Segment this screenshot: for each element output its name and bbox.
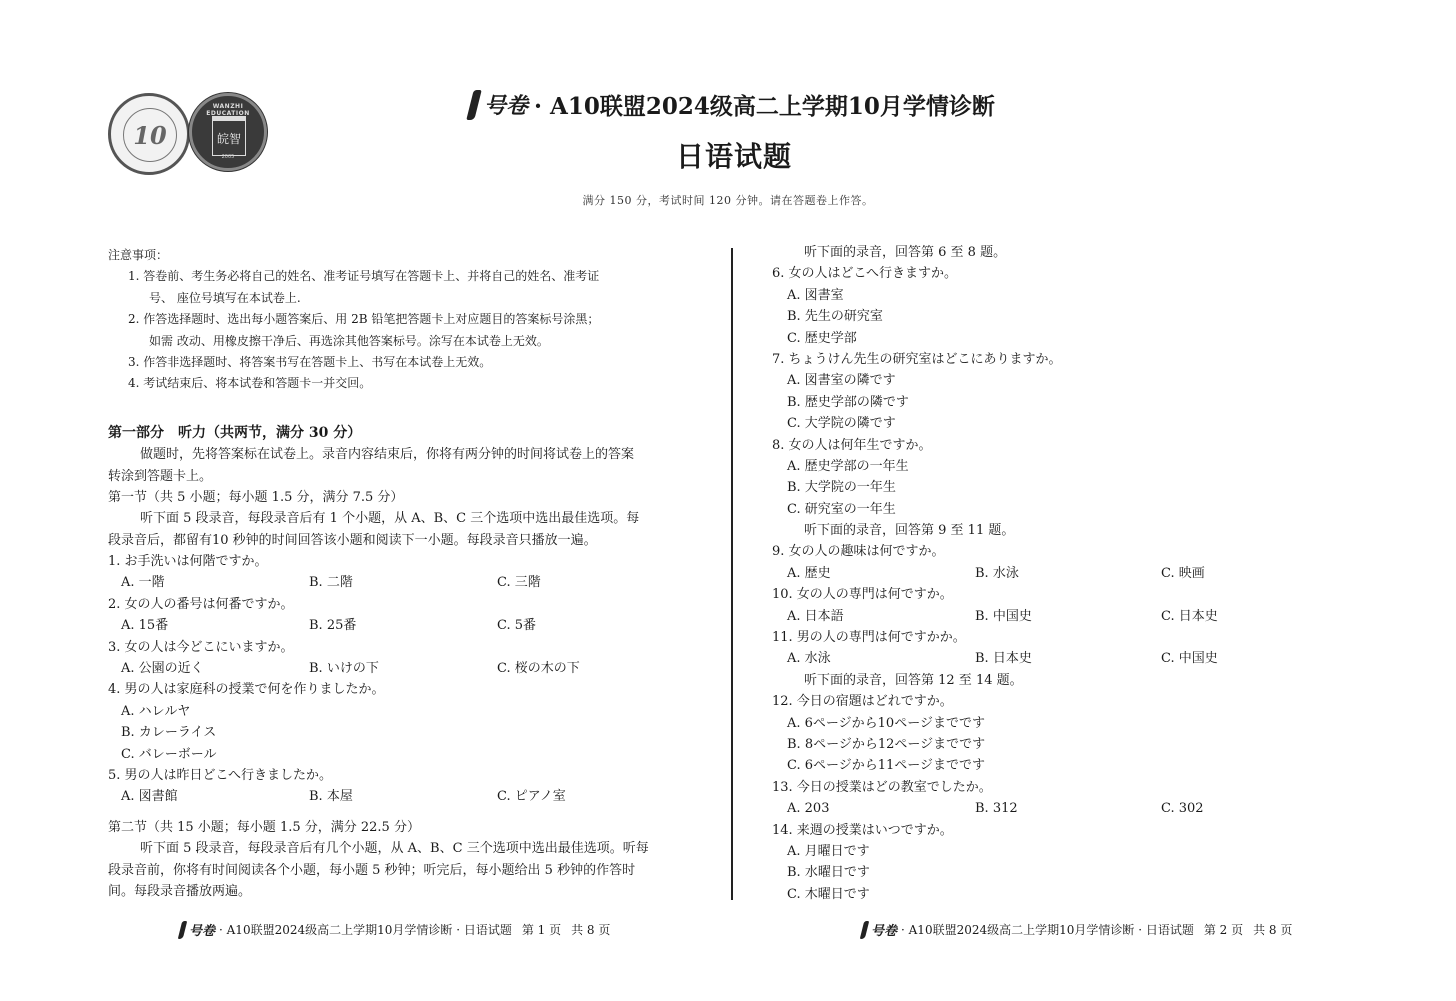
option-c: C. 中国史 [1161, 651, 1218, 667]
question-item [772, 435, 1252, 521]
question-item [108, 594, 688, 637]
text-line: 号、 座位号填写在本试卷上. [149, 290, 301, 305]
option-b: B. 25番 [309, 618, 357, 634]
footer-total: 共 8 页 [571, 923, 611, 937]
option-c: C. 日本史 [1161, 608, 1218, 624]
question-item [772, 584, 1252, 627]
brand-script-logo: 号卷 [871, 924, 898, 939]
question-item [108, 551, 688, 594]
seal-year: 2005 [221, 154, 235, 160]
brand-stroke-logo [860, 921, 869, 939]
text-line: 第一节（共 5 小题；每小题 1.5 分，满分 7.5 分） [108, 489, 404, 505]
option-b: B. 二階 [309, 575, 353, 591]
seal-name: 皖智 [212, 116, 246, 156]
option-a: A. 歴史 [787, 565, 831, 581]
option-b: B. 先生の研究室 [787, 309, 883, 325]
option-a: A. 公園の近く [121, 661, 204, 677]
option-c: C. 研究室の一年生 [787, 501, 896, 517]
options-row [772, 648, 1252, 669]
option-b: B. カレーライス [121, 725, 217, 741]
options-row [772, 798, 1252, 819]
option-c: C. 桜の木の下 [497, 661, 580, 677]
question-item [772, 541, 1252, 584]
text-line: 4. 考试结束后、将本试卷和答题卡一并交回。 [128, 376, 372, 391]
option-b: B. いけの下 [309, 661, 379, 677]
option-b: B. 中国史 [975, 608, 1032, 624]
text-line: 第一部分 听力（共两节，满分 30 分） [108, 424, 362, 441]
option-a: A. 図書室 [787, 287, 844, 303]
question-text: 1. お手洗いは何階ですか。 [108, 554, 268, 570]
option-a: A. ハレルヤ [121, 703, 191, 719]
section-spacer [108, 395, 688, 423]
options-row [108, 615, 688, 636]
question-text: 5. 男の人は昨日どこへ行きましたか。 [108, 767, 333, 783]
section-spacer [108, 808, 688, 817]
option-a: A. 15番 [121, 618, 169, 634]
question-text: 2. 女の人の番号は何番ですか。 [108, 596, 294, 612]
text-line: 段录音前，你将有时间阅读各个小题，每小题 5 秒钟；听完后，每小题给出 5 秒钟的作答时 [108, 862, 636, 878]
question-item [772, 691, 1252, 777]
option-a: A. 歴史学部の一年生 [787, 458, 909, 474]
text-line: 听下面的录音，回答第 6 至 8 题。 [804, 245, 1007, 260]
footer-total: 共 8 页 [1253, 923, 1293, 937]
text-line: 2. 作答选择题时、选出每小题答案后、用 2B 铅笔把答题卡上对应题目的答案标号涂黑； [128, 312, 600, 327]
exam-subject [0, 135, 1456, 175]
option-a: A. 水泳 [787, 651, 831, 667]
text-line: 段录音后，都留有10 秒钟的时间回答该小题和阅读下一小题。每段录音只播放一遍。 [108, 532, 597, 548]
text-line: 如需 改动、用橡皮擦干净后、再选涂其他答案标号。涂写在本试卷上无效。 [149, 333, 549, 348]
options-row [108, 658, 688, 679]
question-item [772, 349, 1252, 435]
question-text: 11. 男の人の専門は何ですかか。 [772, 630, 966, 646]
question-text: 4. 男の人は家庭科の授業で何を作りましたか。 [108, 682, 385, 698]
options-row [772, 606, 1252, 627]
exam-title [470, 88, 995, 121]
question-text: 9. 女の人の趣味は何ですか。 [772, 544, 945, 560]
question-item [108, 637, 688, 680]
option-a: A. 図書室の隣です [787, 373, 896, 389]
option-c: C. 三階 [497, 575, 541, 591]
page-footer-1 [180, 920, 610, 939]
option-a: A. 6ページから10ページまでです [787, 715, 985, 731]
question-item [772, 777, 1252, 820]
option-b: B. 312 [975, 801, 1018, 817]
question-text: 8. 女の人は何年生ですか。 [772, 437, 932, 453]
options-row [772, 563, 1252, 584]
question-item [772, 263, 1252, 349]
option-a: A. 203 [787, 801, 830, 817]
text-line: 听下面的录音，回答第 12 至 14 题。 [804, 672, 1023, 688]
option-a: A. 日本語 [787, 608, 844, 624]
brand-script-logo: 号卷 [484, 93, 529, 119]
option-c: C. 5番 [497, 618, 537, 634]
option-b: B. 8ページから12ページまでです [787, 736, 986, 752]
question-item [772, 820, 1252, 906]
footer-title: · A10联盟2024级高二上学期10月学情诊断 · 日语试题 [901, 923, 1194, 937]
option-a: A. 一階 [121, 575, 165, 591]
left-column [108, 245, 688, 902]
question-item [108, 765, 688, 808]
question-text: 6. 女の人はどこへ行きますか。 [772, 266, 958, 282]
brand-stroke-logo [178, 921, 187, 939]
option-c: C. 映画 [1161, 565, 1205, 581]
text-line: 注意事项： [108, 248, 169, 262]
text-line: 1. 答卷前、考生务必将自己的姓名、准考证号填写在答题卡上、并将自己的姓名、准考证 [128, 269, 600, 284]
text-line: 听下面 5 段录音，每段录音后有几个小题，从 A、B、C 三个选项中选出最佳选项。听每 [140, 841, 649, 857]
question-item [108, 679, 688, 765]
exam-info: 满分 150 分，考试时间 120 分钟。请在答题卷上作答。 [582, 194, 874, 207]
question-text: 3. 女の人は今どこにいますか。 [108, 639, 294, 655]
option-c: C. 大学院の隣です [787, 416, 896, 432]
question-text: 13. 今日の授業はどの教室でしたか。 [772, 779, 992, 795]
option-c: C. 302 [1161, 801, 1204, 817]
text-line: 听下面 5 段录音，每段录音后有 1 个小题，从 A、B、C 三个选项中选出最佳选项。每 [140, 511, 640, 527]
text-line: 听下面的录音，回答第 9 至 11 题。 [804, 523, 1015, 539]
seal-ring-text: WANZHI EDUCATION [206, 103, 250, 117]
footer-title: · A10联盟2024级高二上学期10月学情诊断 · 日语试题 [219, 923, 512, 937]
option-a: A. 図書館 [121, 789, 178, 805]
options-row [108, 572, 688, 593]
text-line: 转涂到答题卡上。 [108, 468, 213, 484]
option-b: B. 本屋 [309, 789, 353, 805]
option-b: B. 歴史学部の隣です [787, 394, 909, 410]
question-text: 12. 今日の宿題はどれですか。 [772, 694, 953, 710]
options-row [108, 786, 688, 807]
option-c: C. 木曜日です [787, 886, 870, 902]
question-text: 14. 来週の授業はいつですか。 [772, 822, 953, 838]
option-a: A. 月曜日です [787, 843, 870, 859]
exam-title-text: · A10联盟2024级高二上学期10月学情诊断 [534, 93, 995, 120]
brand-script-logo: 号卷 [189, 924, 216, 939]
option-c: C. バレーボール [121, 746, 217, 762]
text-line: 间。每段录音播放两遍。 [108, 883, 252, 899]
text-line: 3. 作答非选择题时、将答案书写在答题卡上、书写在本试卷上无效。 [128, 354, 492, 369]
footer-page: 第 1 页 [521, 923, 562, 937]
option-b: B. 水泳 [975, 565, 1019, 581]
column-divider [731, 248, 733, 900]
option-b: B. 大学院の一年生 [787, 480, 896, 496]
seal-mark: 10 [123, 108, 177, 162]
text-line: 第二节（共 15 小题；每小题 1.5 分，满分 22.5 分） [108, 819, 420, 835]
page-footer-2 [862, 920, 1292, 939]
option-c: C. ピアノ室 [497, 789, 566, 805]
brand-stroke-logo [466, 90, 481, 120]
question-item [772, 627, 1252, 670]
footer-page: 第 2 页 [1203, 923, 1244, 937]
text-line: 做题时，先将答案标在试卷上。录音内容结束后，你将有两分钟的时间将试卷上的答案 [140, 447, 635, 463]
option-c: C. 歴史学部 [787, 330, 857, 346]
question-text: 10. 女の人の専門は何ですか。 [772, 587, 953, 603]
option-b: B. 日本史 [975, 651, 1032, 667]
option-b: B. 水曜日です [787, 865, 870, 881]
right-column [772, 242, 1252, 905]
subject-text: 日语试题 [675, 140, 792, 173]
question-text: 7. ちょうけん先生の研究室はどこにありますか。 [772, 351, 1062, 367]
option-c: C. 6ページから11ページまでです [787, 758, 986, 774]
